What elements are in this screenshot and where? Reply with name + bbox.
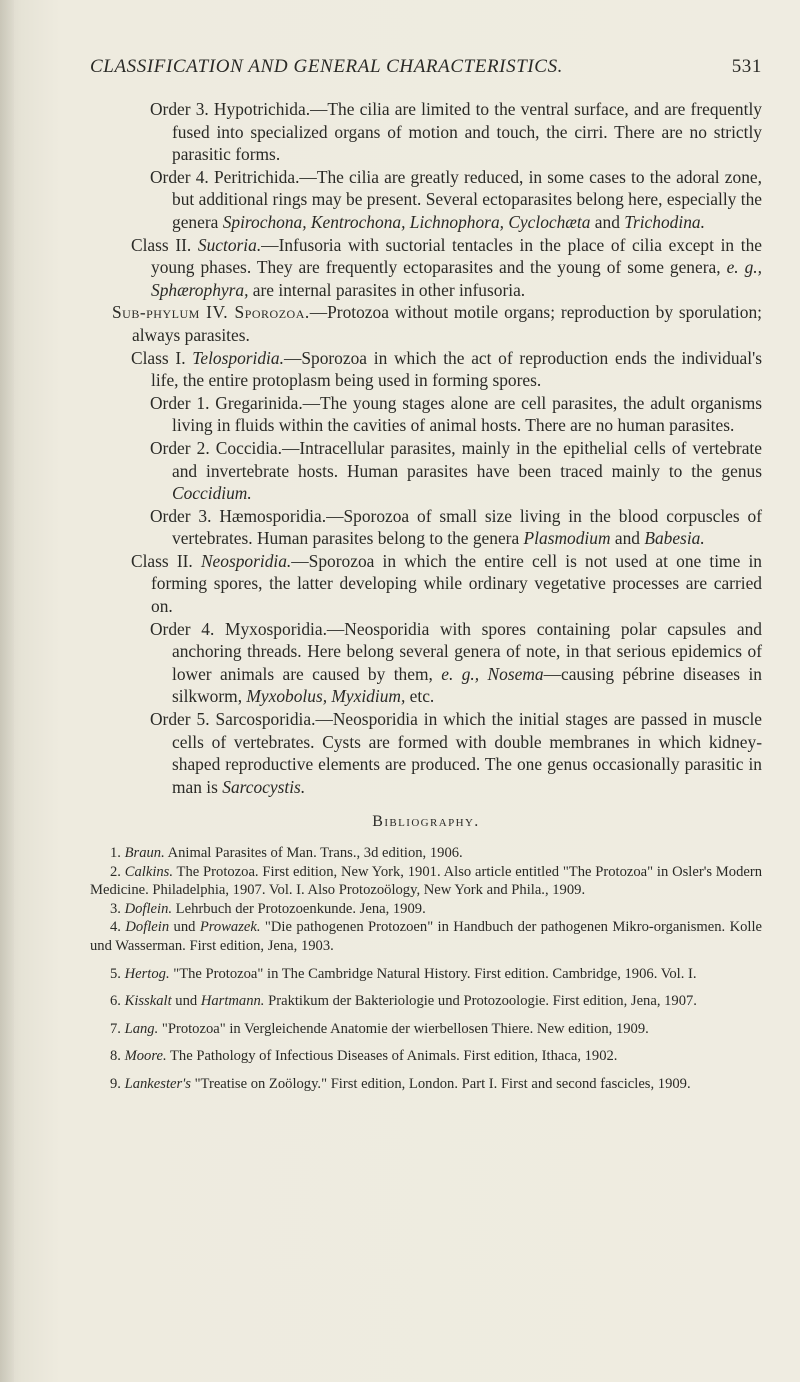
text-run: 3.	[110, 900, 125, 917]
italic-text: e. g., Nosema	[441, 663, 544, 684]
text-run: Lehrbuch der Protozoenkunde. Jena, 1909.	[172, 900, 426, 917]
bibliography-item	[90, 1047, 762, 1066]
italic-text: Calkins.	[124, 863, 174, 880]
text-run: and	[610, 528, 645, 549]
italic-text: Doflein	[125, 919, 170, 936]
text-run: —causing pébrine diseases in silkworm,	[172, 663, 762, 707]
italic-text: e. g., Sphærophyra,	[151, 257, 762, 300]
order-paragraph	[90, 98, 762, 166]
italic-text: Lankester's	[124, 1075, 191, 1092]
text-run: 1.	[110, 845, 125, 861]
bibliography-item	[90, 918, 762, 955]
running-title: CLASSIFICATION AND GENERAL CHARACTERISTICS.	[90, 56, 564, 77]
text-run: Order 2. Coccidia.—Intracellular parasites, mainly in the epithelial cells of vertebrate and invertebrate hosts. Human parasites have been traced mainly to the genus	[150, 437, 762, 481]
text-run: Class II.	[131, 234, 198, 255]
classification-paragraphs	[90, 98, 762, 798]
text-run: Class I.	[131, 347, 193, 368]
text-run: und	[169, 919, 200, 936]
text-run: etc.	[405, 686, 435, 707]
italic-text: Sarcocystis.	[222, 776, 306, 797]
bibliography-item	[90, 844, 762, 863]
italic-text: Lang.	[124, 1020, 159, 1037]
page-spine-shadow	[0, 0, 14, 1382]
text-run: 5.	[110, 965, 125, 982]
bibliography-item	[90, 992, 762, 1011]
body-text	[90, 98, 762, 1094]
bibliography-item	[90, 965, 762, 984]
text-run: —Infusoria with suctorial tentacles in the place of cilia except in the young phases. They are frequently ectoparasites and the young of some genera,	[151, 234, 762, 278]
bibliography-item	[90, 900, 762, 919]
text-run: "Treatise on Zoölogy." First edition, London. Part I. First and second fascicles, 1909.	[190, 1075, 691, 1092]
text-run: Class II.	[131, 550, 201, 571]
text-run: are internal parasites in other infusoria.	[248, 279, 526, 300]
bibliography-item	[90, 1020, 762, 1039]
text-run: "Die pathogenen Protozoen" in Handbuch der pathogenen Mikro-organismen. Kolle und Wasserman. First edition, Jena, 1903.	[90, 919, 763, 954]
italic-text: Hartmann.	[200, 993, 265, 1010]
italic-text: Moore.	[124, 1048, 167, 1065]
text-run: Animal Parasites of Man. Trans., 3d edition, 1906.	[164, 845, 463, 861]
italic-text: Doflein.	[124, 900, 173, 917]
text-run: —Protozoa without motile organs; reproduction by sporulation; always parasites.	[132, 302, 762, 345]
text-run: The Protozoa. First edition, New York, 1901. Also article entitled "The Protozoa" in Osler's Modern Medicine. Philadelphia, 1907. Vol. I. Also Protozoölogy, New York and Phila., 1909.	[90, 863, 763, 899]
italic-text: Coccidium.	[172, 483, 252, 504]
subphylum-paragraph	[90, 301, 762, 346]
text-run: The Pathology of Infectious Diseases of Animals. First edition, Ithaca, 1902.	[166, 1048, 618, 1065]
bibliography-item	[90, 863, 762, 900]
text-run: Order 5. Sarcosporidia.—Neosporidia in which the initial stages are passed in muscle cells of vertebrates. Cysts are formed with double membranes in which kidney-shaped reproductive elements are produced. The one genus occasionally parasitic in man is	[150, 709, 762, 797]
italic-text: Spirochona, Kentrochona, Lichnophora, Cyclochæta	[222, 211, 591, 232]
italic-text: Neosporidia.	[200, 550, 292, 571]
italic-text: Plasmodium	[523, 528, 611, 549]
text-run: Order 1. Gregarinida.—The young stages alone are cell parasites, the adult organisms living in fluids within the cavities of animal hosts. There are no human parasites.	[150, 392, 762, 436]
page-number: 531	[731, 56, 762, 77]
italic-text: Babesia.	[644, 528, 705, 549]
text-run: —Sporozoa in which the entire cell is not used at one time in forming spores, the latter developing while ordinary vegetative processes are carried on.	[151, 550, 762, 617]
class-paragraph	[90, 347, 762, 392]
bibliography-item	[90, 1075, 762, 1094]
italic-text: Kisskalt	[124, 993, 172, 1010]
text-run: "The Protozoa" in The Cambridge Natural History. First edition. Cambridge, 1906. Vol. I.	[169, 965, 697, 982]
text-run: and	[590, 211, 625, 232]
order-paragraph	[90, 437, 762, 505]
text-run: Sub-phylum IV. Sporozoa.	[112, 302, 310, 323]
italic-text: Prowazek.	[199, 919, 261, 936]
italic-text: Hertog.	[124, 965, 170, 982]
text-run: und	[171, 993, 201, 1010]
text-run: "Protozoa" in Vergleichende Anatomie der wierbellosen Thiere. New edition, 1909.	[158, 1020, 649, 1037]
text-run: 4.	[110, 919, 126, 936]
text-run: Order 3. Hypotrichida.—The cilia are limited to the ventral surface, and are frequently fused into specialized organs of motion and touch, the cirri. There are no strictly parasitic forms.	[150, 99, 762, 165]
italic-text: Suctoria.	[197, 234, 262, 255]
class-paragraph	[90, 550, 762, 618]
italic-text: Braun.	[124, 845, 165, 861]
text-run: 6.	[110, 993, 125, 1010]
order-paragraph	[90, 618, 762, 708]
class-paragraph	[90, 234, 762, 302]
text-run: 7.	[110, 1020, 125, 1037]
text-run: Order 4. Myxosporidia.—Neosporidia with spores containing polar capsules and anchoring threads. Here belong several genera of note, in that serious epidemics of lower animals are caused by them,	[150, 618, 762, 684]
order-paragraph	[90, 708, 762, 798]
text-run: Praktikum der Bakteriologie und Protozoologie. First edition, Jena, 1907.	[264, 993, 697, 1010]
bibliography-heading: Bibliography.	[372, 813, 480, 831]
order-paragraph	[90, 166, 762, 234]
text-run: 2.	[110, 863, 125, 880]
text-run: 8.	[110, 1048, 125, 1065]
running-header	[90, 56, 762, 82]
text-run: 9.	[110, 1075, 125, 1092]
italic-text: Myxobolus, Myxidium,	[246, 686, 406, 707]
order-paragraph	[90, 505, 762, 550]
text-run: —Sporozoa in which the act of reproduction ends the individual's life, the entire protoplasm being used in forming spores.	[151, 347, 762, 391]
text-run: Order 3. Hæmosporidia.—Sporozoa of small size living in the blood corpuscles of vertebrates. Human parasites belong to the genera	[150, 505, 762, 549]
italic-text: Trichodina.	[624, 211, 705, 232]
italic-text: Telosporidia.	[192, 347, 284, 368]
bibliography-list	[90, 844, 762, 1094]
text-run: Order 4. Peritrichida.—The cilia are greatly reduced, in some cases to the adoral zone, but additional rings may be present. Several ectoparasites belong here, especially the genera	[150, 166, 762, 232]
order-paragraph	[90, 392, 762, 437]
